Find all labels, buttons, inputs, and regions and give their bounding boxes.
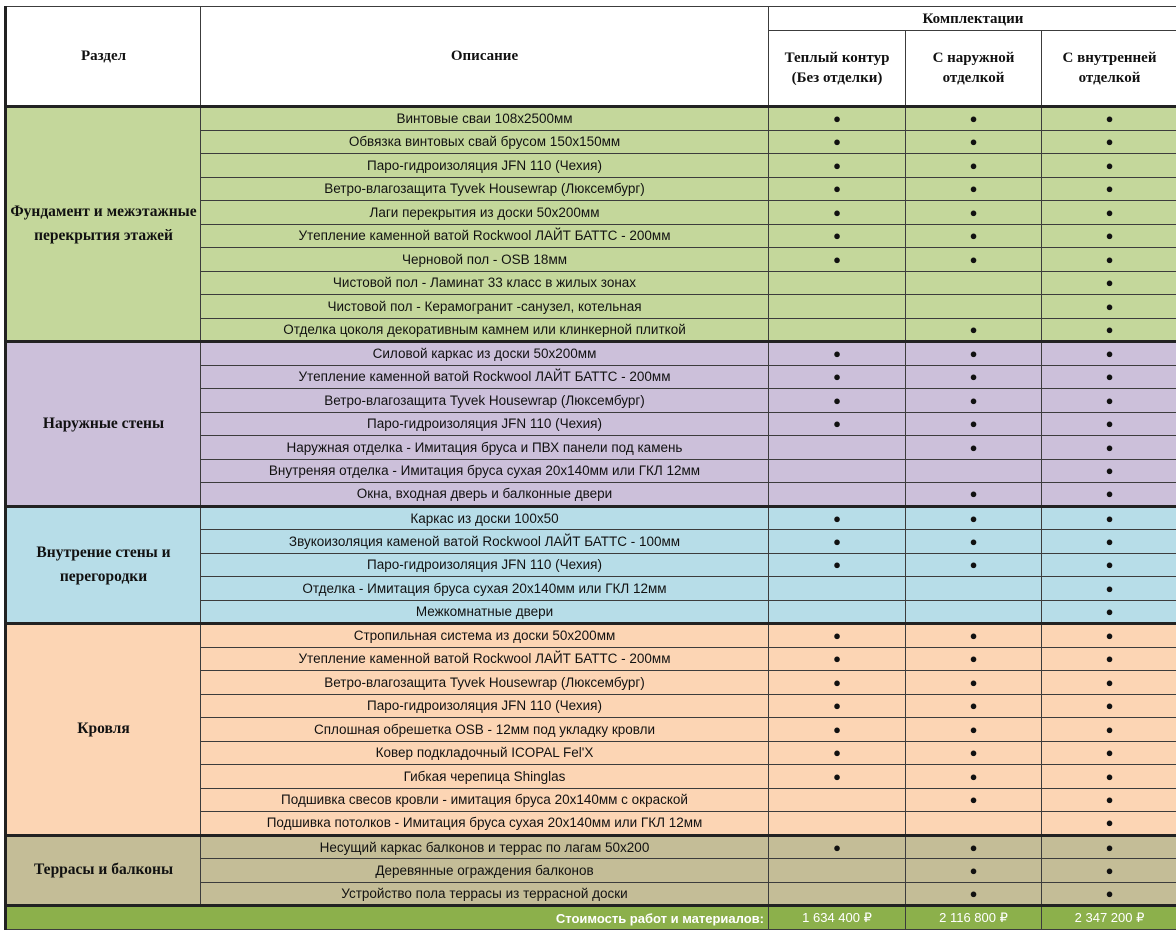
package-cell bbox=[769, 506, 906, 530]
row-description: Ветро-влагозащита Tyvek Housewrap (Люксембург) bbox=[201, 671, 769, 695]
package-cell bbox=[769, 271, 906, 295]
included-mark-icon: ● bbox=[970, 111, 978, 126]
included-mark-icon: ● bbox=[1106, 581, 1114, 596]
row-description: Утепление каменной ватой Rockwool ЛАЙТ БАТТС - 200мм bbox=[201, 365, 769, 389]
included-mark-icon: ● bbox=[833, 205, 841, 220]
row-description: Паро-гидроизоляция JFN 110 (Чехия) bbox=[201, 154, 769, 178]
included-mark-icon: ● bbox=[1106, 486, 1114, 501]
package-cell bbox=[906, 248, 1042, 272]
package-cell bbox=[769, 201, 906, 225]
package-cell bbox=[906, 201, 1042, 225]
included-mark-icon: ● bbox=[833, 181, 841, 196]
package-cell bbox=[906, 694, 1042, 718]
included-mark-icon: ● bbox=[833, 628, 841, 643]
package-cell bbox=[906, 389, 1042, 413]
package-cell bbox=[906, 882, 1042, 906]
package-cell bbox=[906, 577, 1042, 601]
package-cell bbox=[906, 342, 1042, 366]
included-mark-icon: ● bbox=[970, 511, 978, 526]
included-mark-icon: ● bbox=[833, 158, 841, 173]
included-mark-icon: ● bbox=[970, 252, 978, 267]
package-cell bbox=[769, 553, 906, 577]
package-cell bbox=[1042, 248, 1176, 272]
package-cell bbox=[769, 412, 906, 436]
row-description: Сплошная обрешетка OSB - 12мм под укладку кровли bbox=[201, 718, 769, 742]
package-cell bbox=[1042, 812, 1176, 836]
row-description: Силовой каркас из доски 50x200мм bbox=[201, 342, 769, 366]
included-mark-icon: ● bbox=[970, 886, 978, 901]
row-description: Внутреняя отделка - Имитация бруса сухая 20x140мм или ГКЛ 12мм bbox=[201, 459, 769, 483]
package-cell bbox=[769, 835, 906, 859]
package-cell bbox=[906, 365, 1042, 389]
package-cell bbox=[906, 741, 1042, 765]
included-mark-icon: ● bbox=[1106, 840, 1114, 855]
included-mark-icon: ● bbox=[1106, 299, 1114, 314]
total-label: Стоимость работ и материалов: bbox=[6, 906, 769, 930]
section-title: Фундамент и межэтажные перекрытия этажей bbox=[6, 107, 201, 342]
package-cell bbox=[1042, 647, 1176, 671]
package-cell bbox=[769, 741, 906, 765]
row-description: Паро-гидроизоляция JFN 110 (Чехия) bbox=[201, 412, 769, 436]
package-cell bbox=[1042, 342, 1176, 366]
package-cell bbox=[906, 459, 1042, 483]
included-mark-icon: ● bbox=[833, 511, 841, 526]
included-mark-icon: ● bbox=[1106, 557, 1114, 572]
row-description: Обвязка винтовых свай брусом 150x150мм bbox=[201, 130, 769, 154]
row-description: Отделка цоколя декоративным камнем или клинкерной плиткой bbox=[201, 318, 769, 342]
table-body bbox=[6, 107, 1176, 930]
included-mark-icon: ● bbox=[1106, 322, 1114, 337]
row-description: Утепление каменной ватой Rockwool ЛАЙТ БАТТС - 200мм bbox=[201, 224, 769, 248]
included-mark-icon: ● bbox=[970, 486, 978, 501]
row-description: Ковер подкладочный ICOPAL Fel'X bbox=[201, 741, 769, 765]
included-mark-icon: ● bbox=[1106, 863, 1114, 878]
package-interior-finish-header: С внутренней отделкой bbox=[1042, 31, 1176, 107]
package-cell bbox=[1042, 553, 1176, 577]
table-row bbox=[6, 506, 1176, 530]
row-description: Звукоизоляция каменой ватой Rockwool ЛАЙТ БАТТС - 100мм bbox=[201, 530, 769, 554]
included-mark-icon: ● bbox=[833, 722, 841, 737]
included-mark-icon: ● bbox=[1106, 252, 1114, 267]
included-mark-icon: ● bbox=[833, 416, 841, 431]
package-cell bbox=[769, 788, 906, 812]
included-mark-icon: ● bbox=[1106, 628, 1114, 643]
package-warm-contour-header: Теплый контур (Без отделки) bbox=[769, 31, 906, 107]
row-description: Ветро-влагозащита Tyvek Housewrap (Люксембург) bbox=[201, 177, 769, 201]
included-mark-icon: ● bbox=[833, 346, 841, 361]
package-cell bbox=[769, 694, 906, 718]
package-cell bbox=[906, 765, 1042, 789]
package-cell bbox=[906, 835, 1042, 859]
package-cell bbox=[1042, 224, 1176, 248]
package-cell bbox=[906, 812, 1042, 836]
package-cell bbox=[769, 177, 906, 201]
row-description: Подшивка потолков - Имитация бруса сухая 20x140мм или ГКЛ 12мм bbox=[201, 812, 769, 836]
package-cell bbox=[769, 882, 906, 906]
row-description: Паро-гидроизоляция JFN 110 (Чехия) bbox=[201, 694, 769, 718]
included-mark-icon: ● bbox=[970, 840, 978, 855]
package-cell bbox=[769, 647, 906, 671]
row-description: Чистовой пол - Ламинат 33 класс в жилых зонах bbox=[201, 271, 769, 295]
package-cell bbox=[769, 107, 906, 131]
package-cell bbox=[1042, 694, 1176, 718]
package-cell bbox=[1042, 530, 1176, 554]
package-cell bbox=[1042, 624, 1176, 648]
included-mark-icon: ● bbox=[1106, 463, 1114, 478]
included-mark-icon: ● bbox=[970, 158, 978, 173]
package-cell bbox=[906, 130, 1042, 154]
included-mark-icon: ● bbox=[970, 346, 978, 361]
included-mark-icon: ● bbox=[1106, 228, 1114, 243]
included-mark-icon: ● bbox=[1106, 722, 1114, 737]
package-cell bbox=[769, 130, 906, 154]
total-price: 2 347 200 ₽ bbox=[1042, 906, 1176, 930]
row-description: Деревянные ограждения балконов bbox=[201, 859, 769, 883]
included-mark-icon: ● bbox=[833, 651, 841, 666]
package-cell bbox=[1042, 835, 1176, 859]
row-description: Подшивка свесов кровли - имитация бруса 20x140мм с окраской bbox=[201, 788, 769, 812]
package-cell bbox=[769, 154, 906, 178]
included-mark-icon: ● bbox=[970, 557, 978, 572]
included-mark-icon: ● bbox=[970, 863, 978, 878]
package-cell bbox=[906, 859, 1042, 883]
package-cell bbox=[1042, 295, 1176, 319]
section-title: Наружные стены bbox=[6, 342, 201, 507]
package-cell bbox=[769, 765, 906, 789]
package-cell bbox=[1042, 506, 1176, 530]
package-cell bbox=[1042, 718, 1176, 742]
included-mark-icon: ● bbox=[833, 369, 841, 384]
included-mark-icon: ● bbox=[970, 369, 978, 384]
table-row bbox=[6, 342, 1176, 366]
included-mark-icon: ● bbox=[833, 393, 841, 408]
row-description: Черновой пол - OSB 18мм bbox=[201, 248, 769, 272]
included-mark-icon: ● bbox=[1106, 651, 1114, 666]
package-cell bbox=[769, 718, 906, 742]
package-cell bbox=[769, 224, 906, 248]
total-price: 1 634 400 ₽ bbox=[769, 906, 906, 930]
included-mark-icon: ● bbox=[833, 745, 841, 760]
package-cell bbox=[769, 342, 906, 366]
package-cell bbox=[769, 483, 906, 507]
package-cell bbox=[1042, 671, 1176, 695]
included-mark-icon: ● bbox=[970, 792, 978, 807]
package-cell bbox=[1042, 318, 1176, 342]
included-mark-icon: ● bbox=[833, 840, 841, 855]
included-mark-icon: ● bbox=[1106, 745, 1114, 760]
row-description: Лаги перекрытия из доски 50x200мм bbox=[201, 201, 769, 225]
included-mark-icon: ● bbox=[970, 205, 978, 220]
package-cell bbox=[769, 624, 906, 648]
included-mark-icon: ● bbox=[970, 134, 978, 149]
included-mark-icon: ● bbox=[1106, 440, 1114, 455]
included-mark-icon: ● bbox=[833, 252, 841, 267]
package-cell bbox=[1042, 271, 1176, 295]
package-cell bbox=[769, 318, 906, 342]
package-cell bbox=[906, 553, 1042, 577]
included-mark-icon: ● bbox=[970, 651, 978, 666]
included-mark-icon: ● bbox=[1106, 675, 1114, 690]
package-cell bbox=[1042, 130, 1176, 154]
included-mark-icon: ● bbox=[833, 228, 841, 243]
package-cell bbox=[1042, 177, 1176, 201]
included-mark-icon: ● bbox=[970, 745, 978, 760]
package-cell bbox=[906, 647, 1042, 671]
included-mark-icon: ● bbox=[1106, 393, 1114, 408]
included-mark-icon: ● bbox=[1106, 346, 1114, 361]
package-cell bbox=[1042, 365, 1176, 389]
package-cell bbox=[1042, 577, 1176, 601]
included-mark-icon: ● bbox=[1106, 792, 1114, 807]
package-cell bbox=[1042, 412, 1176, 436]
package-cell bbox=[906, 412, 1042, 436]
included-mark-icon: ● bbox=[970, 322, 978, 337]
package-cell bbox=[906, 530, 1042, 554]
package-cell bbox=[769, 577, 906, 601]
included-mark-icon: ● bbox=[970, 534, 978, 549]
package-cell bbox=[769, 365, 906, 389]
included-mark-icon: ● bbox=[833, 675, 841, 690]
package-cell bbox=[769, 389, 906, 413]
package-cell bbox=[906, 624, 1042, 648]
included-mark-icon: ● bbox=[970, 440, 978, 455]
package-cell bbox=[769, 436, 906, 460]
package-cell bbox=[1042, 483, 1176, 507]
package-cell bbox=[1042, 600, 1176, 624]
package-cell bbox=[1042, 459, 1176, 483]
row-description: Стропильная система из доски 50x200мм bbox=[201, 624, 769, 648]
row-description: Окна, входная дверь и балконные двери bbox=[201, 483, 769, 507]
included-mark-icon: ● bbox=[970, 393, 978, 408]
included-mark-icon: ● bbox=[1106, 815, 1114, 830]
package-cell bbox=[906, 295, 1042, 319]
section-title: Внутрение стены и перегородки bbox=[6, 506, 201, 624]
total-price: 2 116 800 ₽ bbox=[906, 906, 1042, 930]
price-comparison-table bbox=[4, 6, 1176, 930]
included-mark-icon: ● bbox=[1106, 534, 1114, 549]
package-cell bbox=[1042, 389, 1176, 413]
included-mark-icon: ● bbox=[970, 698, 978, 713]
package-exterior-finish-header: С наружной отделкой bbox=[906, 31, 1042, 107]
package-cell bbox=[906, 600, 1042, 624]
included-mark-icon: ● bbox=[1106, 511, 1114, 526]
package-cell bbox=[769, 530, 906, 554]
row-description: Чистовой пол - Керамогранит -санузел, котельная bbox=[201, 295, 769, 319]
included-mark-icon: ● bbox=[1106, 275, 1114, 290]
row-description: Утепление каменной ватой Rockwool ЛАЙТ БАТТС - 200мм bbox=[201, 647, 769, 671]
package-cell bbox=[769, 671, 906, 695]
package-cell bbox=[906, 271, 1042, 295]
included-mark-icon: ● bbox=[1106, 369, 1114, 384]
row-description: Несущий каркас балконов и террас по лагам 50x200 bbox=[201, 835, 769, 859]
package-cell bbox=[1042, 741, 1176, 765]
package-cell bbox=[1042, 859, 1176, 883]
section-title: Кровля bbox=[6, 624, 201, 836]
package-cell bbox=[906, 436, 1042, 460]
package-cell bbox=[906, 224, 1042, 248]
package-cell bbox=[906, 788, 1042, 812]
included-mark-icon: ● bbox=[833, 557, 841, 572]
price-table-container bbox=[4, 6, 1176, 930]
package-cell bbox=[906, 483, 1042, 507]
row-description: Отделка - Имитация бруса сухая 20x140мм или ГКЛ 12мм bbox=[201, 577, 769, 601]
included-mark-icon: ● bbox=[833, 111, 841, 126]
package-cell bbox=[1042, 882, 1176, 906]
description-column-header: Описание bbox=[201, 7, 769, 107]
package-cell bbox=[1042, 154, 1176, 178]
included-mark-icon: ● bbox=[970, 228, 978, 243]
included-mark-icon: ● bbox=[1106, 604, 1114, 619]
package-cell bbox=[906, 671, 1042, 695]
row-description: Наружная отделка - Имитация бруса и ПВХ панели под камень bbox=[201, 436, 769, 460]
package-cell bbox=[769, 248, 906, 272]
total-row bbox=[6, 906, 1176, 930]
package-cell bbox=[1042, 765, 1176, 789]
table-row bbox=[6, 107, 1176, 131]
row-description: Гибкая черепица Shinglas bbox=[201, 765, 769, 789]
included-mark-icon: ● bbox=[970, 628, 978, 643]
package-cell bbox=[1042, 201, 1176, 225]
section-title: Террасы и балконы bbox=[6, 835, 201, 906]
included-mark-icon: ● bbox=[833, 134, 841, 149]
included-mark-icon: ● bbox=[970, 769, 978, 784]
package-cell bbox=[1042, 788, 1176, 812]
package-cell bbox=[769, 812, 906, 836]
row-description: Винтовые сваи 108x2500мм bbox=[201, 107, 769, 131]
included-mark-icon: ● bbox=[1106, 134, 1114, 149]
row-description: Межкомнатные двери bbox=[201, 600, 769, 624]
row-description: Каркас из доски 100x50 bbox=[201, 506, 769, 530]
package-cell bbox=[769, 600, 906, 624]
package-cell bbox=[906, 177, 1042, 201]
included-mark-icon: ● bbox=[833, 698, 841, 713]
row-description: Ветро-влагозащита Tyvek Housewrap (Люксембург) bbox=[201, 389, 769, 413]
package-cell bbox=[906, 718, 1042, 742]
table-row bbox=[6, 835, 1176, 859]
package-cell bbox=[906, 506, 1042, 530]
included-mark-icon: ● bbox=[833, 769, 841, 784]
included-mark-icon: ● bbox=[1106, 416, 1114, 431]
included-mark-icon: ● bbox=[1106, 886, 1114, 901]
included-mark-icon: ● bbox=[1106, 698, 1114, 713]
row-description: Устройство пола террасы из террасной доски bbox=[201, 882, 769, 906]
package-cell bbox=[769, 859, 906, 883]
included-mark-icon: ● bbox=[1106, 181, 1114, 196]
row-description: Паро-гидроизоляция JFN 110 (Чехия) bbox=[201, 553, 769, 577]
included-mark-icon: ● bbox=[1106, 205, 1114, 220]
package-cell bbox=[1042, 436, 1176, 460]
section-column-header: Раздел bbox=[6, 7, 201, 107]
included-mark-icon: ● bbox=[970, 416, 978, 431]
included-mark-icon: ● bbox=[1106, 111, 1114, 126]
included-mark-icon: ● bbox=[970, 722, 978, 737]
included-mark-icon: ● bbox=[1106, 769, 1114, 784]
package-cell bbox=[906, 154, 1042, 178]
included-mark-icon: ● bbox=[970, 675, 978, 690]
included-mark-icon: ● bbox=[970, 181, 978, 196]
package-cell bbox=[769, 459, 906, 483]
package-cell bbox=[906, 318, 1042, 342]
included-mark-icon: ● bbox=[833, 534, 841, 549]
package-cell bbox=[1042, 107, 1176, 131]
included-mark-icon: ● bbox=[1106, 158, 1114, 173]
packages-group-header: Комплектации bbox=[769, 7, 1176, 31]
package-cell bbox=[906, 107, 1042, 131]
table-row bbox=[6, 624, 1176, 648]
package-cell bbox=[769, 295, 906, 319]
